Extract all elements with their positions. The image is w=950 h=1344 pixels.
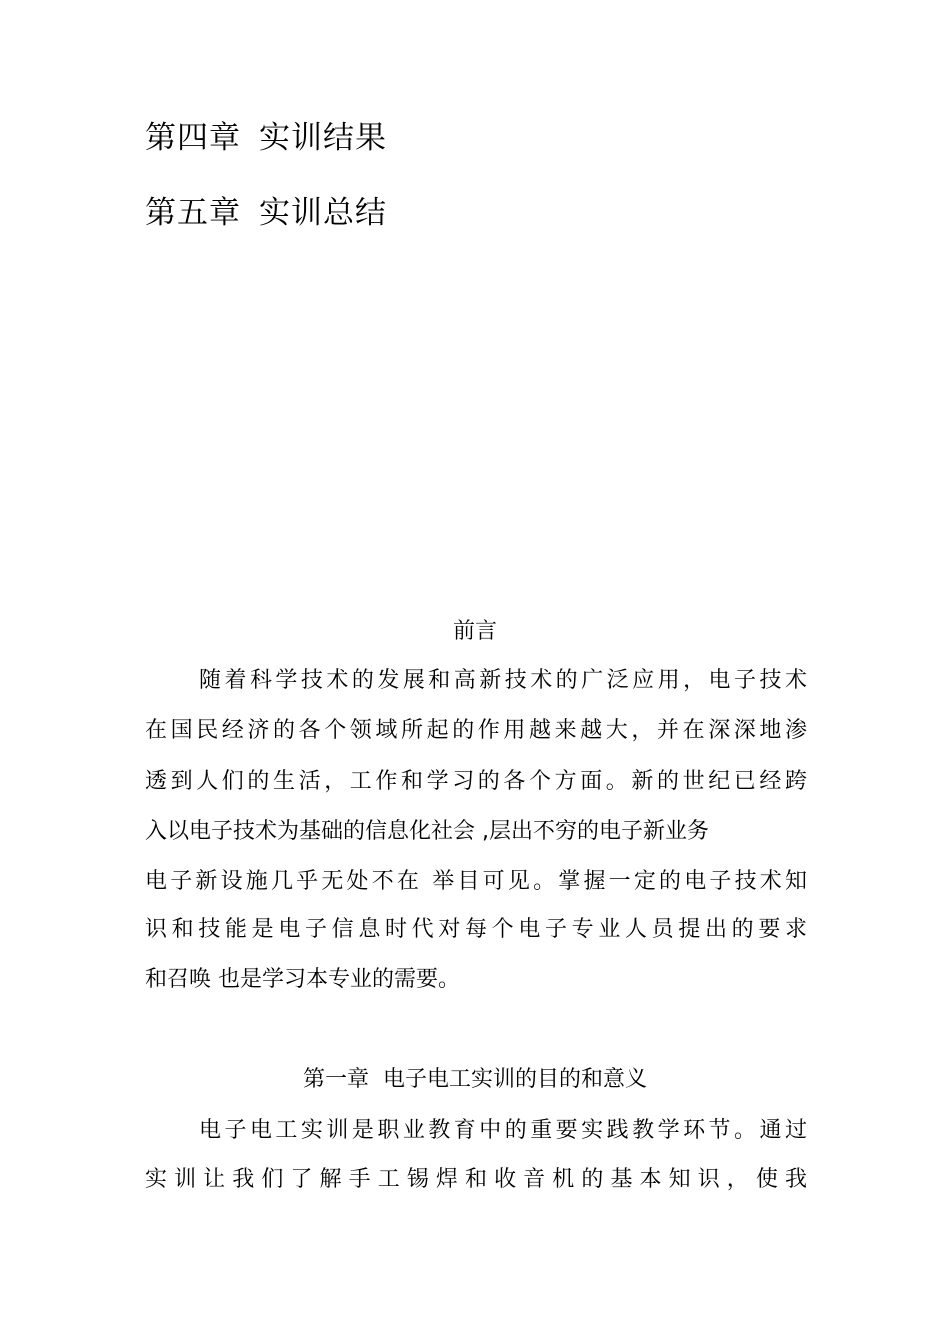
preface-line: 随着科学技术的发展和高新技术的广泛应用，电子技术: [199, 668, 807, 693]
toc-heading-chapter-5: [145, 193, 387, 233]
preface-line: 透到人们的生活，工作和学习的各个方面。新的世纪已经跨: [145, 769, 807, 794]
chapter-number: 第一章: [302, 1067, 369, 1092]
preface-line: 电子新设施几乎无处不在 举目可见。掌握一定的电子技术知: [145, 869, 807, 894]
toc-chapter-title: 实训总结: [259, 195, 387, 231]
chapter-1-line: 电子电工实训是职业教育中的重要实践教学环节。通过: [199, 1118, 807, 1143]
toc-chapter-title: 实训结果: [259, 120, 387, 156]
toc-heading-chapter-4: [145, 118, 387, 158]
toc-chapter-number: 第五章: [145, 195, 241, 231]
chapter-1-title: [145, 1065, 805, 1095]
chapter-1-line: 实训让我们了解手工锡焊和收音机的基本知识，使我: [145, 1167, 807, 1192]
toc-chapter-number: 第四章: [145, 120, 241, 156]
preface-line: 入以电子技术为基础的信息化社会 ,层出不穷的电子新业务: [145, 819, 709, 844]
preface-title: 前言: [452, 619, 497, 644]
preface-line: 在国民经济的各个领域所起的作用越来越大，并在深深地渗: [145, 718, 807, 743]
preface-line: 和召唤 也是学习本专业的需要。: [145, 967, 460, 992]
chapter-title: 电子电工实训的目的和意义: [383, 1067, 648, 1092]
preface-line: 识和技能是电子信息时代对每个电子专业人员提出的要求: [145, 917, 807, 942]
